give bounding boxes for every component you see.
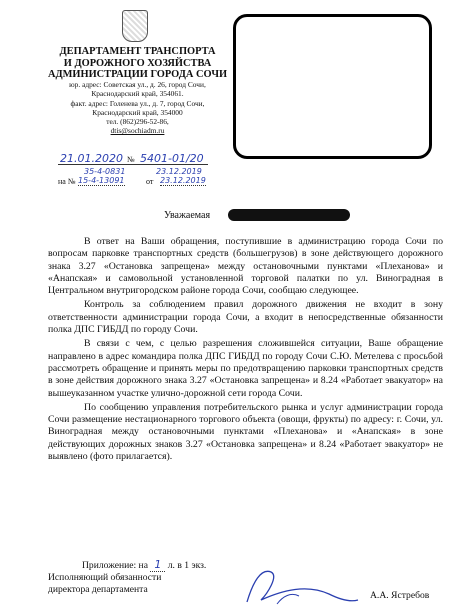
in-reply-prefix: на № <box>58 177 76 186</box>
signer-title-line-1: Исполняющий обязанности <box>48 572 162 583</box>
signer-name: А.А. Ястребов <box>370 590 430 601</box>
number-prefix: № <box>127 155 135 164</box>
department-name <box>40 46 235 81</box>
outgoing-date: 21.01.2020 <box>60 152 123 165</box>
address-line: юр. адрес: Советская ул., д. 26, город Сочи, <box>69 80 206 89</box>
department-address <box>40 80 235 136</box>
greeting: Уважаемая <box>164 210 211 221</box>
reference-date: 23.12.2019 <box>156 167 202 176</box>
letter-body <box>48 236 443 465</box>
redacted-addressee-name <box>228 209 350 221</box>
dept-line-2: И ДОРОЖНОГО ХОЗЯЙСТВА <box>63 57 212 69</box>
paragraph: В связи с чем, с целью разрешения сложившейся ситуации, Ваше обращение направлено в адрес командира полка ДПС ГИБДД по городу Сочи С.Ю. Метелева с просьбой рассмотреть обращение и принять меры по предотвращению парковки транспортных средств в зоне действия дорожного знака 3.27 «Остановка запрещена» и 8.24 «Работает эвакуатор» на вышеуказанном участке улично-дорожной сети города Сочи. <box>48 338 443 399</box>
address-line: Краснодарский край, 354061. <box>91 89 184 99</box>
redacted-recipient-box <box>233 14 432 159</box>
email-link[interactable]: dtis@sochiadm.ru <box>110 126 165 136</box>
address-line: Краснодарский край, 354000 <box>92 107 183 117</box>
paragraph: По сообщению управления потребительского рынка и услуг администрации города Сочи размещение нестационарного торгового объекта (овощи, фрукты) по адресу: г. Сочи, ул. Виноградная между остановочными пунктами «Плеханова» и «Анапская» в зоне действующих дорожных знаков 3.27 «Остановка запрещена» и 8.24 «Работает эвакуатор» не выявлено (фото прилагается). <box>48 401 443 463</box>
attachment-prefix: Приложение: на <box>82 560 148 571</box>
address-line: факт. адрес: Голенева ул., д. 7, город Сочи, <box>70 98 205 108</box>
from-prefix: от <box>146 177 154 186</box>
reference-number: 35-4-0831 <box>84 167 126 176</box>
phone-line: тел. (862)296-52-86, <box>106 117 169 127</box>
in-reply-date: 23.12.2019 <box>160 176 206 185</box>
attachment-pages: 1 <box>150 558 165 572</box>
signer-title <box>48 572 161 596</box>
paragraph: В ответ на Ваши обращения, поступившие в администрацию города Сочи по вопросам парковке транспортных средств (большегрузов) в зоне действующего дорожного знака 3.27 «Остановка запрещена» между остановочными пунктами «Плеханова» и «Анапская» и самовольной установленной торговой палатки по ул. Виноградная в Центральном внутригородском районе города Сочи, сообщаю следующее. <box>48 236 443 297</box>
signer-title-line-2: директора департамента <box>48 584 148 595</box>
paragraph: Контроль за соблюдением правил дорожного движения не входит в зону ответственности администрации города Сочи, а входит в непосредственные обязанности полка ДПС ГИБДД по городу Сочи. <box>48 299 443 336</box>
attachment-suffix: л. в 1 экз. <box>167 560 207 571</box>
dept-line-3: АДМИНИСТРАЦИИ ГОРОДА СОЧИ <box>47 69 228 81</box>
handwritten-signature-icon <box>225 560 360 605</box>
attachment-line <box>82 558 206 571</box>
city-emblem-icon <box>122 10 148 42</box>
dept-line-1: ДЕПАРТАМЕНТ ТРАНСПОРТА <box>59 46 216 57</box>
date-number-underline <box>58 164 208 165</box>
outgoing-number: 5401-01/20 <box>140 152 204 165</box>
in-reply-number: 15-4-13091 <box>78 176 125 185</box>
